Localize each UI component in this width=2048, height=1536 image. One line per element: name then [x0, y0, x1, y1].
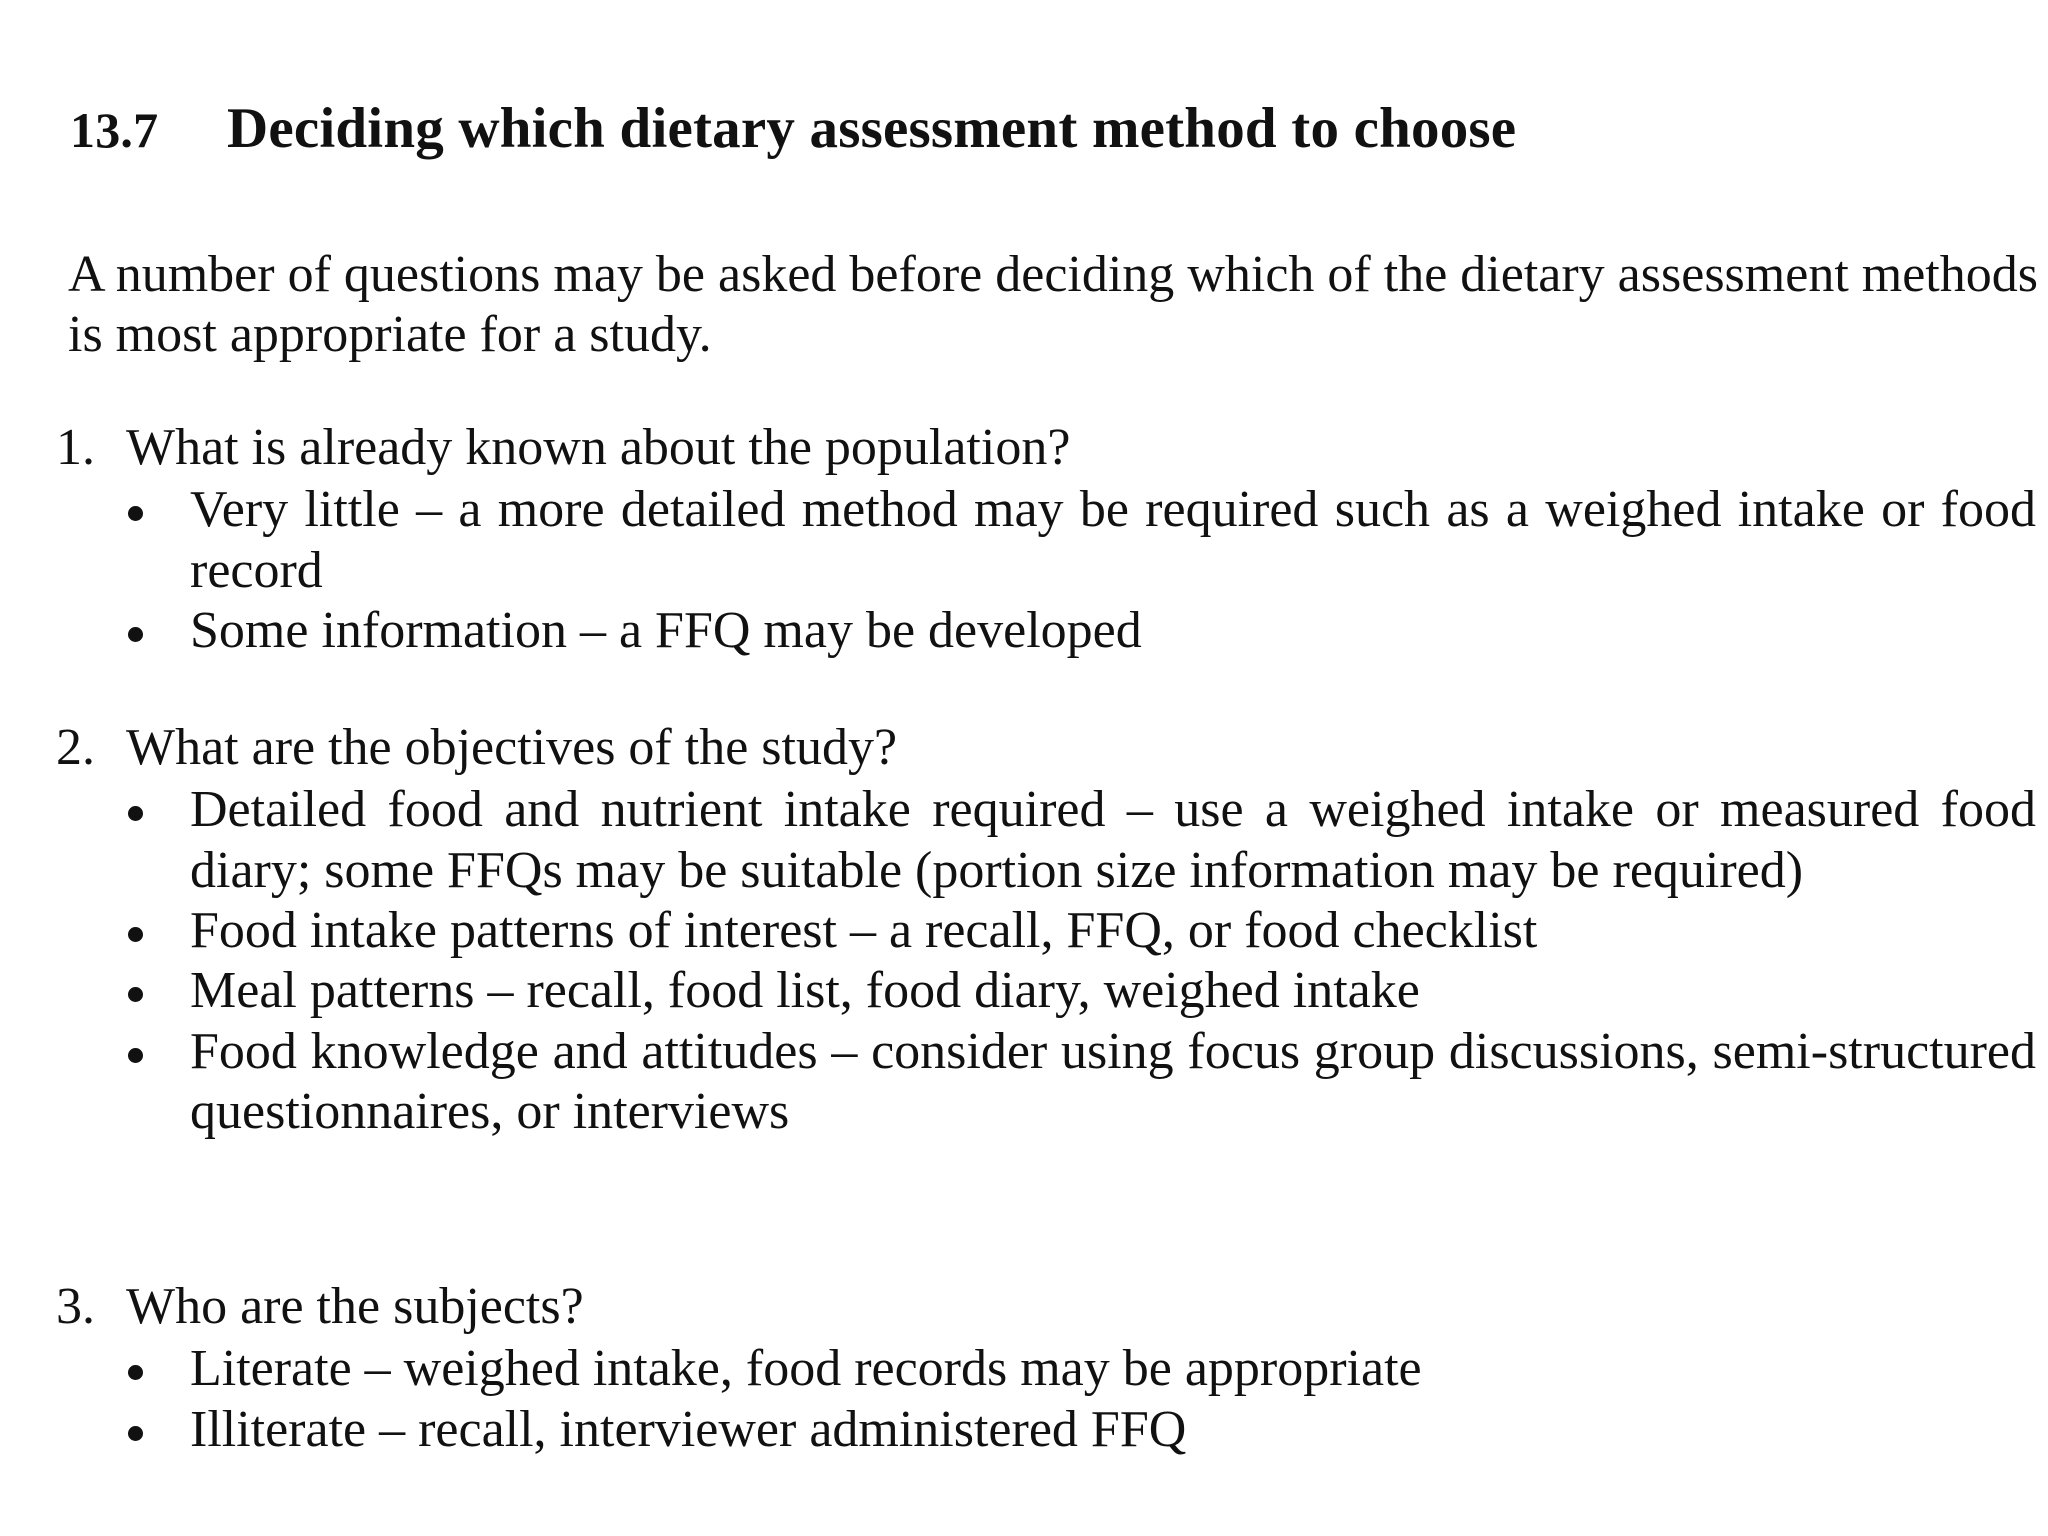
bullet-icon: [128, 506, 143, 521]
section-number: 13.7: [70, 102, 159, 158]
list-item: [56, 1339, 2036, 1399]
answer-list: [56, 780, 2036, 1142]
intro-paragraph: A number of questions may be asked before deciding which of the dietary assessment methods is most appropriate for a study.: [68, 246, 2038, 364]
question-section-1: [56, 418, 2036, 661]
bullet-icon: [128, 987, 143, 1002]
question-section-3: [56, 1277, 2036, 1460]
list-item: [56, 901, 2036, 961]
question-text: What is already known about the population?: [126, 419, 1071, 476]
list-item-text: Food intake patterns of interest – a recall, FFQ, or food checklist: [190, 901, 1538, 959]
list-item: [56, 480, 2036, 601]
question-number: 1.: [56, 419, 95, 476]
list-item-text: Some information – a FFQ may be developed: [190, 601, 1142, 659]
answer-list: [56, 480, 2036, 661]
question-number: 3.: [56, 1278, 95, 1335]
question-text: Who are the subjects?: [126, 1278, 584, 1335]
bullet-icon: [128, 927, 143, 942]
bullet-icon: [128, 1048, 143, 1063]
list-item-text: Literate – weighed intake, food records may be appropriate: [190, 1340, 1422, 1398]
list-item-text: Illiterate – recall, interviewer administered FFQ: [190, 1400, 1187, 1458]
section-heading: [70, 96, 1516, 161]
list-item: [56, 961, 2036, 1021]
list-item: [56, 601, 2036, 661]
list-item: [56, 1022, 2036, 1143]
question-text: What are the objectives of the study?: [126, 719, 898, 776]
section-title: Deciding which dietary assessment method to choose: [227, 97, 1517, 160]
list-item-text: Meal patterns – recall, food list, food diary, weighed intake: [190, 962, 1420, 1020]
bullet-icon: [128, 1426, 143, 1441]
list-item: [56, 780, 2036, 901]
bullet-icon: [128, 627, 143, 642]
list-item-text: Very little – a more detailed method may be required such as a weighed intake or food record: [190, 481, 2036, 599]
list-item-text: Food knowledge and attitudes – consider using focus group discussions, semi-structured questionnaires, or interviews: [190, 1022, 2036, 1140]
answer-list: [56, 1339, 2036, 1460]
list-item-text: Detailed food and nutrient intake required – use a weighed intake or measured food diary; some FFQs may be suitable (portion size information may be required): [190, 781, 2036, 899]
question-3: [56, 1277, 2036, 1337]
question-number: 2.: [56, 719, 95, 776]
list-item: [56, 1400, 2036, 1460]
question-1: [56, 418, 2036, 478]
question-2: [56, 718, 2036, 778]
question-section-2: [56, 718, 2036, 1142]
bullet-icon: [128, 806, 143, 821]
bullet-icon: [128, 1365, 143, 1380]
